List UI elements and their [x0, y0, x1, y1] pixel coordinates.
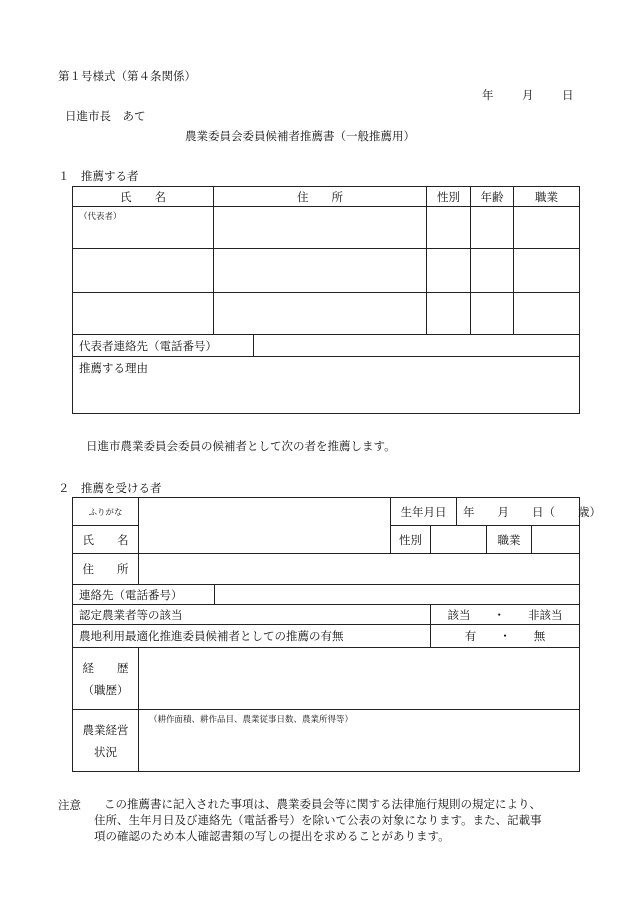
header-sex: 性別 — [427, 187, 471, 207]
date-month-label: 月 — [522, 88, 534, 102]
note-line-2: 住所、生年月日及び連絡先（電話番号）を除いて公表の対象になります。また、記載事 — [94, 813, 542, 827]
birthdate-input-cell[interactable] — [457, 498, 602, 526]
career-label: 経 歴 — [82, 660, 129, 675]
furigana-label: ふりがな — [73, 498, 139, 526]
date-year-label: 年 — [482, 88, 494, 102]
sex-input-cell[interactable] — [431, 526, 487, 554]
recommender-2-sex-cell[interactable] — [427, 249, 471, 293]
contact-input-cell[interactable] — [254, 335, 580, 357]
header-name: 氏 名 — [73, 187, 214, 207]
reason-label: 推薦する理由 — [79, 361, 148, 375]
recommendation-statement: 日進市農業委員会委員の候補者として次の者を推薦します。 — [86, 439, 396, 453]
farm-status-input-cell[interactable] — [139, 710, 580, 772]
recommender-2-age-cell[interactable] — [471, 249, 514, 293]
name-label: 氏 名 — [73, 526, 139, 554]
representative-address-cell[interactable] — [214, 207, 427, 249]
birthdate-label: 生年月日 — [391, 498, 457, 526]
representative-sex-cell[interactable] — [427, 207, 471, 249]
page-title: 農業委員会委員候補者推薦書（一般推薦用） — [185, 129, 415, 143]
representative-name-cell[interactable] — [73, 207, 214, 249]
occupation-label: 職業 — [487, 526, 532, 554]
career-input-cell[interactable] — [139, 648, 580, 710]
representative-label: （代表者） — [79, 212, 122, 222]
recommender-table — [72, 186, 580, 414]
recommender-2-name-cell[interactable] — [73, 249, 214, 293]
contact-label: 代表者連絡先（電話番号） — [73, 335, 254, 357]
note-line-3: 項の確認のため本人確認書類の写しの提出を求めることがあります。 — [94, 829, 450, 843]
promotion-committee-options[interactable]: 有 ・ 無 — [431, 625, 580, 648]
recommender-3-name-cell[interactable] — [73, 293, 214, 335]
occupation-input-cell[interactable] — [532, 526, 580, 554]
furigana-input-cell[interactable] — [139, 498, 391, 526]
reason-cell[interactable] — [73, 357, 580, 414]
recommender-3-occupation-cell[interactable] — [514, 293, 580, 335]
form-id: 第１号様式（第４条関係） — [58, 69, 196, 83]
career-label-cell — [73, 648, 139, 710]
recommender-3-sex-cell[interactable] — [427, 293, 471, 335]
addressee: 日進市長 あて — [65, 109, 146, 123]
nominee-contact-label: 連絡先（電話番号） — [73, 585, 215, 605]
farm-status-label-cell — [73, 710, 139, 772]
recommender-3-age-cell[interactable] — [471, 293, 514, 335]
representative-occupation-cell[interactable] — [514, 207, 580, 249]
sex-label: 性別 — [391, 526, 431, 554]
header-age: 年齢 — [471, 187, 514, 207]
recommender-2-address-cell[interactable] — [214, 249, 427, 293]
certified-farmer-options[interactable]: 該当 ・ 非該当 — [431, 605, 580, 625]
address-input-cell[interactable] — [139, 554, 580, 585]
career-sublabel: （職歴） — [82, 682, 129, 697]
section2-heading: ２ 推薦を受ける者 — [58, 481, 162, 495]
note-line-1: この推薦書に記入された事項は、農業委員会等に関する法律施行規則の規定により、 — [104, 797, 541, 811]
address-label: 住 所 — [73, 554, 139, 585]
farm-status-label: 農業経営 — [82, 722, 129, 737]
promotion-committee-label: 農地利用最適化推進委員候補者としての推薦の有無 — [73, 625, 431, 648]
nominee-table — [72, 497, 602, 772]
representative-age-cell[interactable] — [471, 207, 514, 249]
birthdate-fill: 年 月 日（ 歳） — [463, 504, 602, 519]
farm-status-sublabel: 状況 — [94, 744, 117, 759]
section1-heading: １ 推薦する者 — [58, 169, 139, 183]
note-label: 注意 — [58, 798, 81, 812]
date-day-label: 日 — [562, 88, 574, 102]
recommender-2-occupation-cell[interactable] — [514, 249, 580, 293]
header-address: 住 所 — [214, 187, 427, 207]
recommender-3-address-cell[interactable] — [214, 293, 427, 335]
name-input-cell[interactable] — [139, 526, 391, 554]
nominee-contact-input-cell[interactable] — [215, 585, 580, 605]
farm-status-hint: （耕作面積、耕作品目、農業従事日数、農業所得等） — [149, 715, 354, 725]
certified-farmer-label: 認定農業者等の該当 — [73, 605, 431, 625]
header-occupation: 職業 — [514, 187, 580, 207]
